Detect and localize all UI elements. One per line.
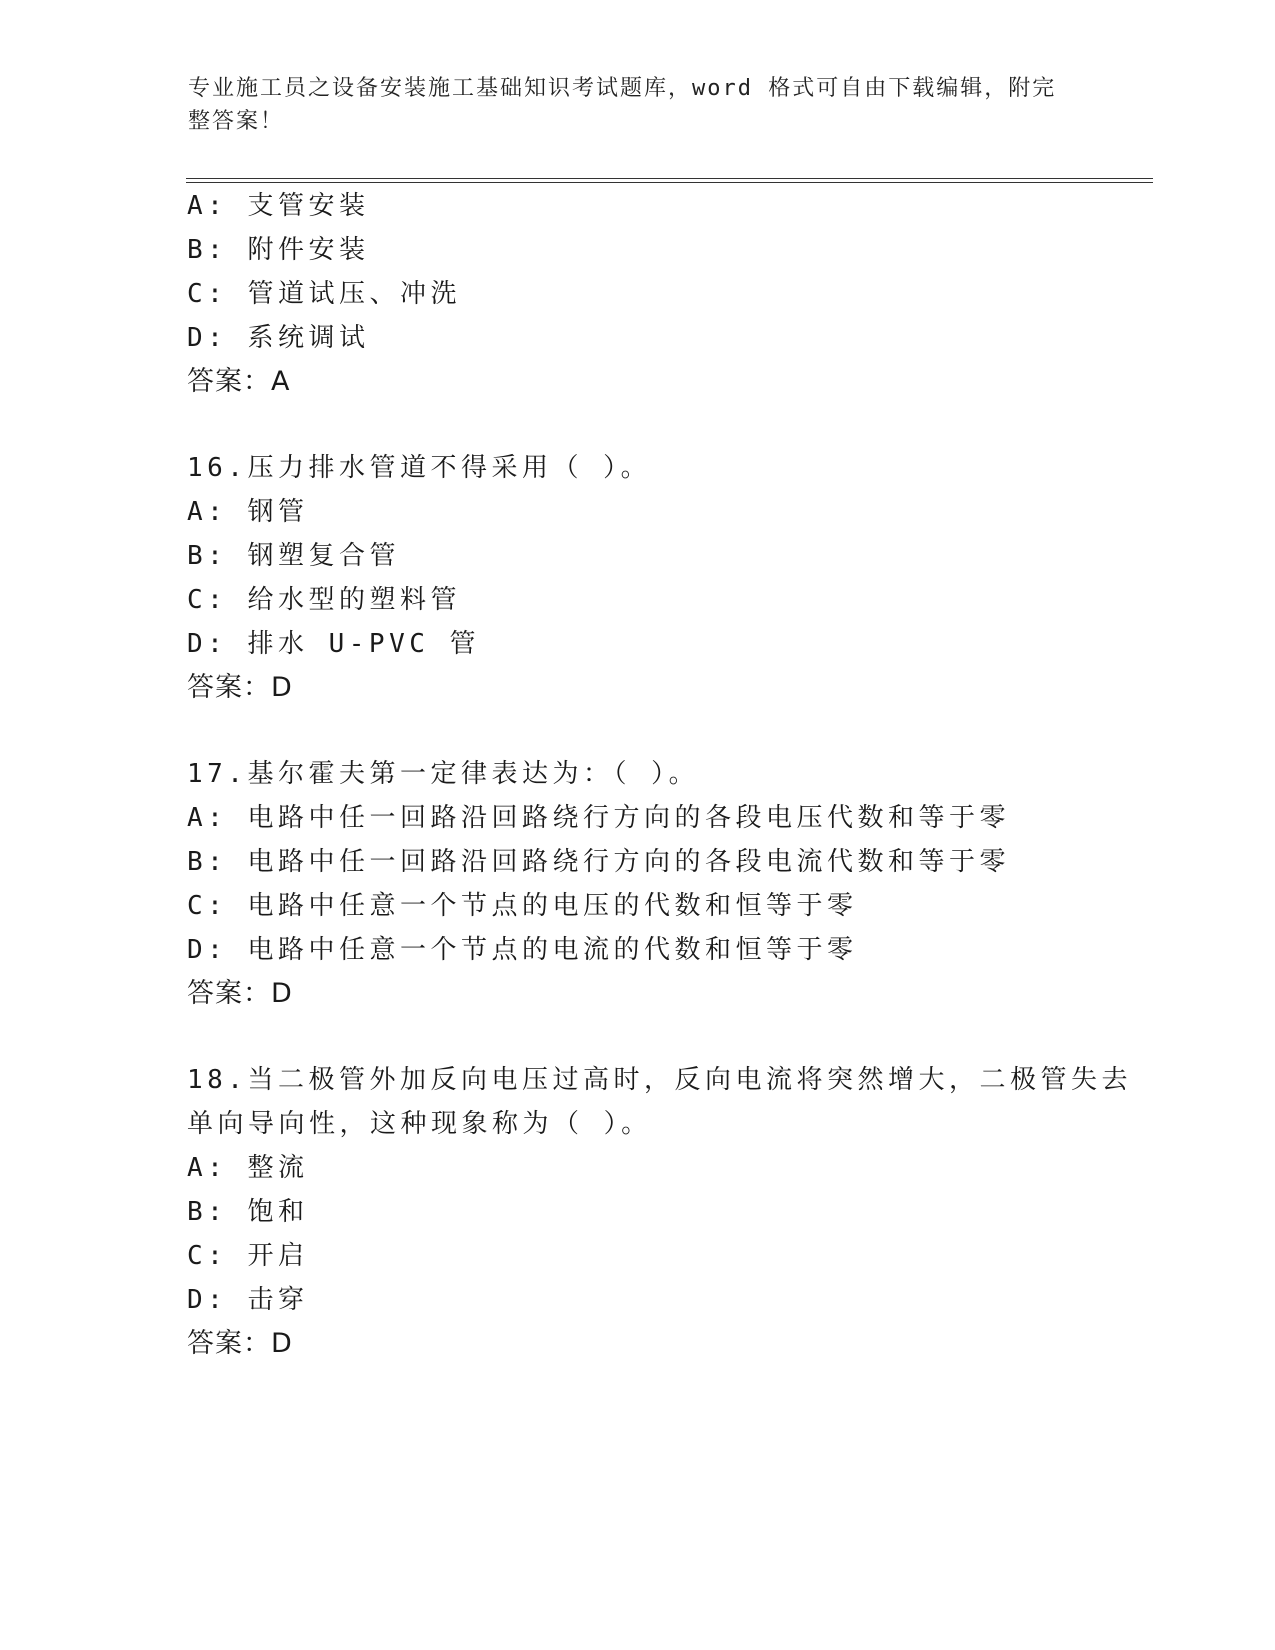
- q16-answer: 答案：D: [187, 672, 293, 703]
- q17-question: 17.基尔霍夫第一定律表达为：（ ）。: [187, 759, 700, 789]
- q16-option-d: D: 排水 U-PVC 管: [187, 629, 481, 659]
- q16-option-c: C: 给水型的塑料管: [187, 585, 461, 615]
- q17-option-a: A: 电路中任一回路沿回路绕行方向的各段电压代数和等于零: [187, 803, 1010, 833]
- q15-option-a: A: 支管安装: [187, 191, 370, 221]
- q17-option-d: D: 电路中任意一个节点的电流的代数和恒等于零: [187, 935, 858, 965]
- header-divider-top: [186, 178, 1153, 179]
- q15-answer: 答案：A: [187, 366, 291, 397]
- header-divider-bottom: [186, 182, 1153, 183]
- q18-question-line-1: 18.当二极管外加反向电压过高时，反向电流将突然增大，二极管失去: [187, 1065, 1132, 1095]
- q18-question-line-2: 单向导向性，这种现象称为（ ）。: [187, 1109, 652, 1139]
- q15-option-d: D: 系统调试: [187, 323, 370, 353]
- q16-option-a: A: 钢管: [187, 497, 309, 527]
- header-line-1: 专业施工员之设备安装施工基础知识考试题库，word 格式可自由下载编辑，附完: [188, 76, 1057, 101]
- q18-option-b: B: 饱和: [187, 1197, 309, 1227]
- document-header: [188, 72, 1068, 138]
- q17-answer: 答案：D: [187, 978, 293, 1009]
- q15-option-c: C: 管道试压、冲洗: [187, 279, 461, 309]
- q17-option-b: B: 电路中任一回路沿回路绕行方向的各段电流代数和等于零: [187, 847, 1010, 877]
- q18-option-d: D: 击穿: [187, 1285, 309, 1315]
- q16-option-b: B: 钢塑复合管: [187, 541, 400, 571]
- q18-option-a: A: 整流: [187, 1153, 309, 1183]
- q18-answer: 答案：D: [187, 1328, 293, 1359]
- q17-option-c: C: 电路中任意一个节点的电压的代数和恒等于零: [187, 891, 858, 921]
- q16-question: 16.压力排水管道不得采用（ ）。: [187, 453, 652, 483]
- q18-option-c: C: 开启: [187, 1241, 309, 1271]
- header-line-2: 整答案！: [188, 109, 285, 134]
- q15-option-b: B: 附件安装: [187, 235, 370, 265]
